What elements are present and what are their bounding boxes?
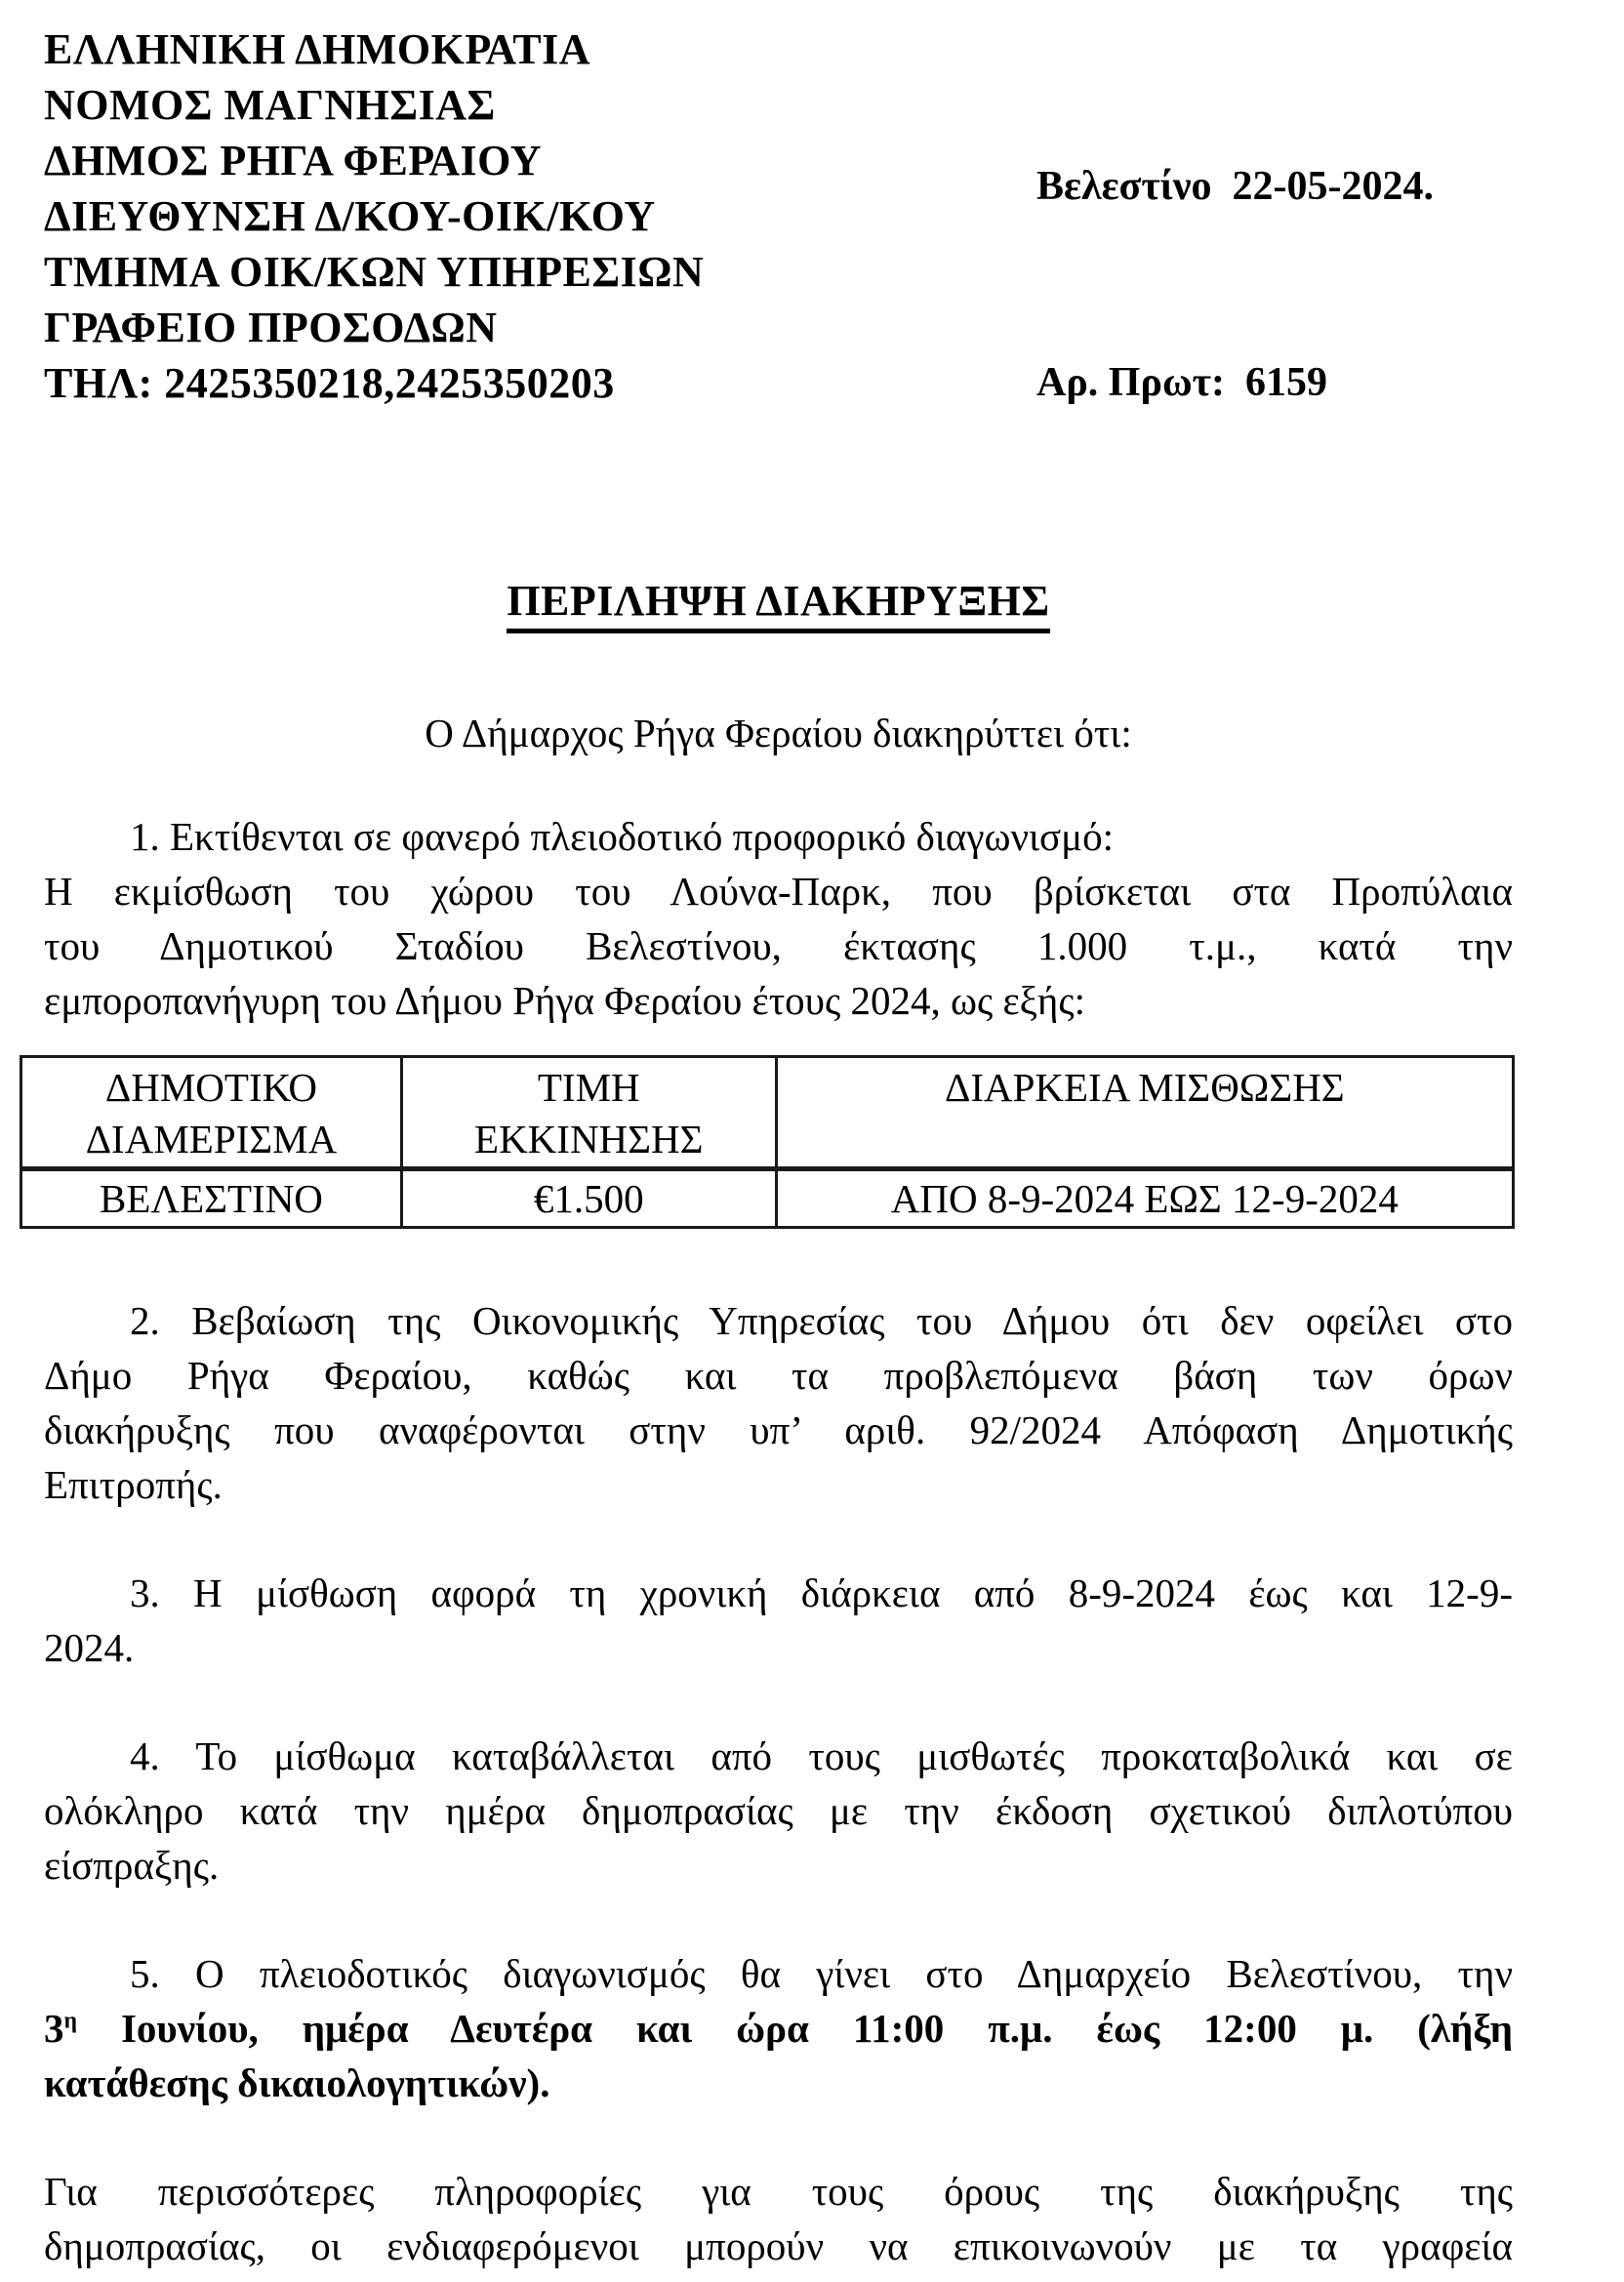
paragraph	[44, 2164, 1513, 2273]
text-segment: Επιτροπής.	[44, 1462, 223, 1507]
text-line	[44, 2001, 1513, 2056]
text-segment: 5. Ο πλειοδοτικός διαγωνισμός θα γίνει στο Δημαρχείο Βελεστίνου, την	[130, 1951, 1513, 1996]
text-line	[44, 973, 1513, 1028]
document-title: ΠΕΡΙΛΗΨΗ ΔΙΑΚΗΡΥΞΗΣ	[507, 577, 1049, 633]
text-segment: ολόκληρο κατά την ημέρα δημοπρασίας με την έκδοση σχετικού διπλοτύπου	[44, 1788, 1513, 1833]
text-line	[44, 1403, 1513, 1457]
text-line	[44, 918, 1513, 973]
protocol-place-date: Βελεστίνο 22-05-2024.	[1036, 164, 1434, 209]
document-body	[44, 809, 1513, 2273]
letterhead-line: ΝΟΜΟΣ ΜΑΓΝΗΣΙΑΣ	[44, 81, 496, 129]
text-line	[44, 1838, 1513, 1893]
letterhead-line: ΤΗΛ: 2425350218,2425350203	[44, 359, 615, 407]
superscript-text: η	[63, 2008, 77, 2034]
text-line	[44, 1783, 1513, 1838]
text-segment: του Δημοτικού Σταδίου Βελεστίνου, έκτασης 1.000 τ.μ., κατά την	[44, 923, 1513, 968]
text-line	[44, 2219, 1513, 2273]
text-line	[44, 1293, 1513, 1348]
text-line	[44, 1729, 1513, 1783]
text-line	[44, 1457, 1513, 1512]
table-header-cell: ΔΗΜΟΤΙΚΟ ΔΙΑΜΕΡΙΣΜΑ	[21, 1057, 402, 1169]
text-line	[44, 1566, 1513, 1620]
table-cell: €1.500	[401, 1169, 776, 1228]
paragraph	[44, 1946, 1513, 2110]
table-header-cell: ΔΙΑΡΚΕΙΑ ΜΙΣΘΩΣΗΣ	[776, 1057, 1513, 1169]
letterhead-line: ΕΛΛΗΝΙΚΗ ΔΗΜΟΚΡΑΤΙΑ	[44, 25, 591, 73]
table-header-row	[21, 1057, 1514, 1169]
text-segment: εμποροπανήγυρη του Δήμου Ρήγα Φεραίου έτους 2024, ως εξής:	[44, 978, 1086, 1023]
protocol-number: Αρ. Πρωτ: 6159	[1036, 360, 1327, 405]
text-segment: διακήρυξης που αναφέρονται στην υπ’ αριθ. 92/2024 Απόφαση Δημοτικής	[44, 1407, 1513, 1452]
text-segment: 2. Βεβαίωση της Οικονομικής Υπηρεσίας του Δήμου ότι δεν οφείλει στο	[130, 1298, 1513, 1343]
text-segment: Δήμο Ρήγα Φεραίου, καθώς και τα προβλεπόμενα βάση των όρων	[44, 1353, 1513, 1398]
letterhead-line: ΤΜΗΜΑ ΟΙΚ/ΚΩΝ ΥΠΗΡΕΣΙΩΝ	[44, 248, 705, 296]
paragraph	[44, 1566, 1513, 1675]
text-segment: 3	[44, 2006, 64, 2051]
table-cell: ΑΠΟ 8-9-2024 ΕΩΣ 12-9-2024	[776, 1169, 1513, 1228]
letterhead-line: ΔΙΕΥΘΥΝΣΗ Δ/ΚΟΥ-ΟΙΚ/ΚΟΥ	[44, 192, 656, 240]
text-segment: 3. Η μίσθωση αφορά τη χρονική διάρκεια από 8-9-2024 έως και 12-9-	[130, 1570, 1513, 1615]
lease-table	[20, 1055, 1515, 1229]
letterhead-line: ΓΡΑΦΕΙΟ ΠΡΟΣΟΔΩΝ	[44, 304, 498, 351]
paragraph	[44, 809, 1513, 1028]
paragraph	[44, 1293, 1513, 1512]
title-row	[44, 577, 1513, 633]
table-header-cell: ΤΙΜΗ ΕΚΚΙΝΗΣΗΣ	[401, 1057, 776, 1169]
text-segment: κατάθεσης δικαιολογητικών).	[44, 2060, 550, 2105]
text-line	[44, 1348, 1513, 1403]
table-row	[21, 1169, 1514, 1228]
letterhead-line: ΔΗΜΟΣ ΡΗΓΑ ΦΕΡΑΙΟΥ	[44, 137, 542, 184]
table-cell: ΒΕΛΕΣΤΙΝΟ	[21, 1169, 402, 1228]
protocol-block	[1036, 23, 1434, 547]
text-line	[44, 2164, 1513, 2219]
text-line	[44, 1946, 1513, 2001]
text-line	[44, 2056, 1513, 2110]
text-segment: δημοπρασίας, οι ενδιαφερόμενοι μπορούν να επικοινωνούν με τα γραφεία	[44, 2223, 1513, 2268]
text-segment: Για περισσότερες πληροφορίες για τους όρους της διακήρυξης της	[44, 2169, 1513, 2214]
text-segment: 2024.	[44, 1625, 135, 1670]
text-line	[44, 1620, 1513, 1675]
text-segment: Η εκμίσθωση του χώρου του Λούνα-Παρκ, που βρίσκεται στα Προπύλαια	[44, 869, 1513, 914]
text-line	[44, 864, 1513, 918]
paragraph	[44, 1729, 1513, 1893]
text-segment: 1. Εκτίθενται σε φανερό πλειοδοτικό προφορικό διαγωνισμό:	[130, 814, 1114, 859]
document-subtitle: Ο Δήμαρχος Ρήγα Φεραίου διακηρύττει ότι:	[425, 711, 1132, 755]
text-segment: είσπραξης.	[44, 1843, 220, 1888]
text-segment: Ιουνίου, ημέρα Δευτέρα και ώρα 11:00 π.μ. έως 12:00 μ. (λήξη	[77, 2006, 1513, 2051]
text-segment: 4. Το μίσθωμα καταβάλλεται από τους μισθωτές προκαταβολικά και σε	[130, 1733, 1513, 1778]
text-line	[44, 809, 1513, 864]
